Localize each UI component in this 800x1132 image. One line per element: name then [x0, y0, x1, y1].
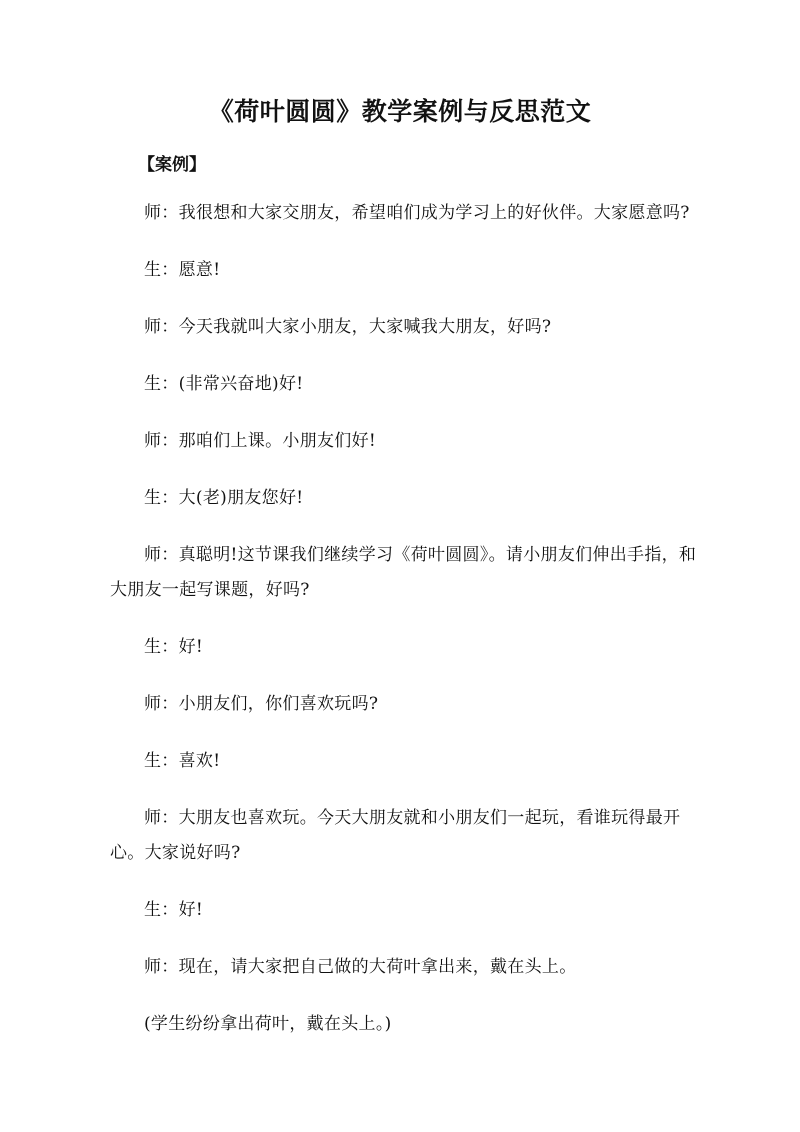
section-label: 【案例】 — [138, 155, 206, 175]
paragraph: 师：今天我就叫大家小朋友，大家喊我大朋友，好吗? — [144, 317, 552, 337]
paragraph: 师：那咱们上课。小朋友们好! — [144, 431, 377, 451]
paragraph: 师：真聪明!这节课我们继续学习《荷叶圆圆》。请小朋友们伸出手指，和大朋友一起写课题，好吗? — [110, 545, 697, 600]
paragraph: 师：现在，请大家把自己做的大荷叶拿出来，戴在头上。 — [144, 957, 577, 977]
paragraph: 生：愿意! — [144, 260, 221, 280]
paragraph: 生：大(老)朋友您好! — [144, 488, 304, 508]
paragraph: 师：我很想和大家交朋友，希望咱们成为学习上的好伙伴。大家愿意吗? — [144, 203, 690, 223]
paragraph: 生：(非常兴奋地)好! — [144, 374, 304, 394]
paragraph: 生：喜欢! — [144, 751, 221, 771]
paragraph: (学生纷纷拿出荷叶，戴在头上。) — [144, 1014, 392, 1034]
paragraph: 生：好! — [144, 900, 204, 920]
paragraph: 师：小朋友们，你们喜欢玩吗? — [144, 694, 379, 714]
paragraph: 师：大朋友也喜欢玩。今天大朋友就和小朋友们一起玩，看谁玩得最开心。大家说好吗? — [110, 808, 681, 863]
document-title: 《荷叶圆圆》教学案例与反思范文 — [208, 97, 592, 126]
document-body — [110, 196, 710, 1064]
paragraph: 生：好! — [144, 637, 204, 657]
